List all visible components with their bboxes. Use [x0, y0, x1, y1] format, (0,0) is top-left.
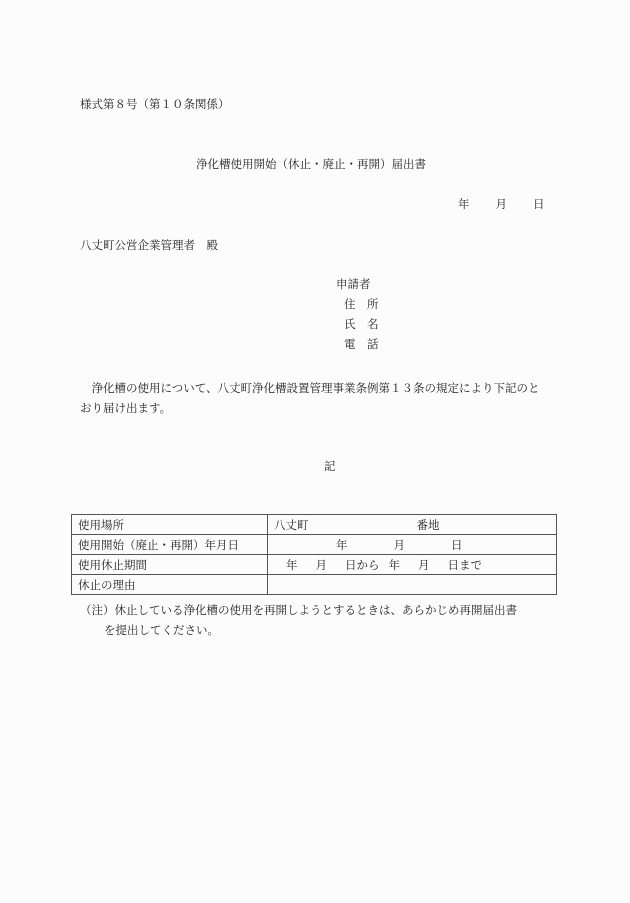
body-text — [80, 378, 550, 418]
applicant-name-label: 氏 名 — [344, 317, 379, 331]
table-row-suspension-period — [72, 555, 557, 575]
table-row-suspension-reason — [72, 575, 557, 595]
start-day: 日 — [451, 537, 463, 552]
label-location: 使用場所 — [72, 515, 268, 535]
to-year: 年 — [388, 557, 400, 572]
date-line — [458, 197, 545, 211]
applicant-block — [336, 277, 379, 357]
to-day: 日まで — [447, 557, 482, 572]
value-suspension-reason[interactable] — [268, 575, 557, 595]
applicant-phone-label: 電 話 — [344, 337, 379, 351]
start-year: 年 — [336, 537, 348, 552]
note-line-2: を提出してください。 — [104, 623, 219, 637]
from-year: 年 — [286, 557, 298, 572]
document-title: 浄化槽使用開始（休止・廃止・再開）届出書 — [196, 157, 426, 171]
notification-table — [71, 514, 557, 595]
body-paragraph: 浄化槽の使用について、八丈町浄化槽設置管理事業条例第１３条の規定により下記のとおり届け出ます。 — [80, 381, 540, 415]
note-line-1: （注）休止している浄化槽の使用を再開しようとするときは、あらかじめ再開届出書 — [80, 603, 517, 617]
location-town: 八丈町 — [274, 517, 309, 532]
addressee: 八丈町公営企業管理者 殿 — [80, 238, 218, 252]
form-number: 様式第８号（第１０条関係） — [80, 97, 230, 111]
label-start-date: 使用開始（廃止・再開）年月日 — [72, 535, 268, 555]
table-row-location — [72, 515, 557, 535]
applicant-address-label: 住 所 — [344, 297, 379, 311]
table-row-start-date — [72, 535, 557, 555]
applicant-heading: 申請者 — [336, 277, 371, 291]
location-banchi: 番地 — [416, 517, 440, 532]
label-suspension-reason: 休止の理由 — [72, 575, 268, 595]
date-month: 月 — [495, 197, 507, 211]
date-year: 年 — [458, 197, 470, 211]
from-month: 月 — [315, 557, 327, 572]
note — [80, 600, 517, 640]
date-day: 日 — [533, 197, 545, 211]
start-month: 月 — [393, 537, 405, 552]
from-day: 日から — [345, 557, 380, 572]
ki-heading: 記 — [324, 459, 336, 473]
value-suspension-period[interactable] — [268, 555, 557, 575]
to-month: 月 — [418, 557, 430, 572]
value-start-date[interactable] — [268, 535, 557, 555]
label-suspension-period: 使用休止期間 — [72, 555, 268, 575]
value-location[interactable] — [268, 515, 557, 535]
